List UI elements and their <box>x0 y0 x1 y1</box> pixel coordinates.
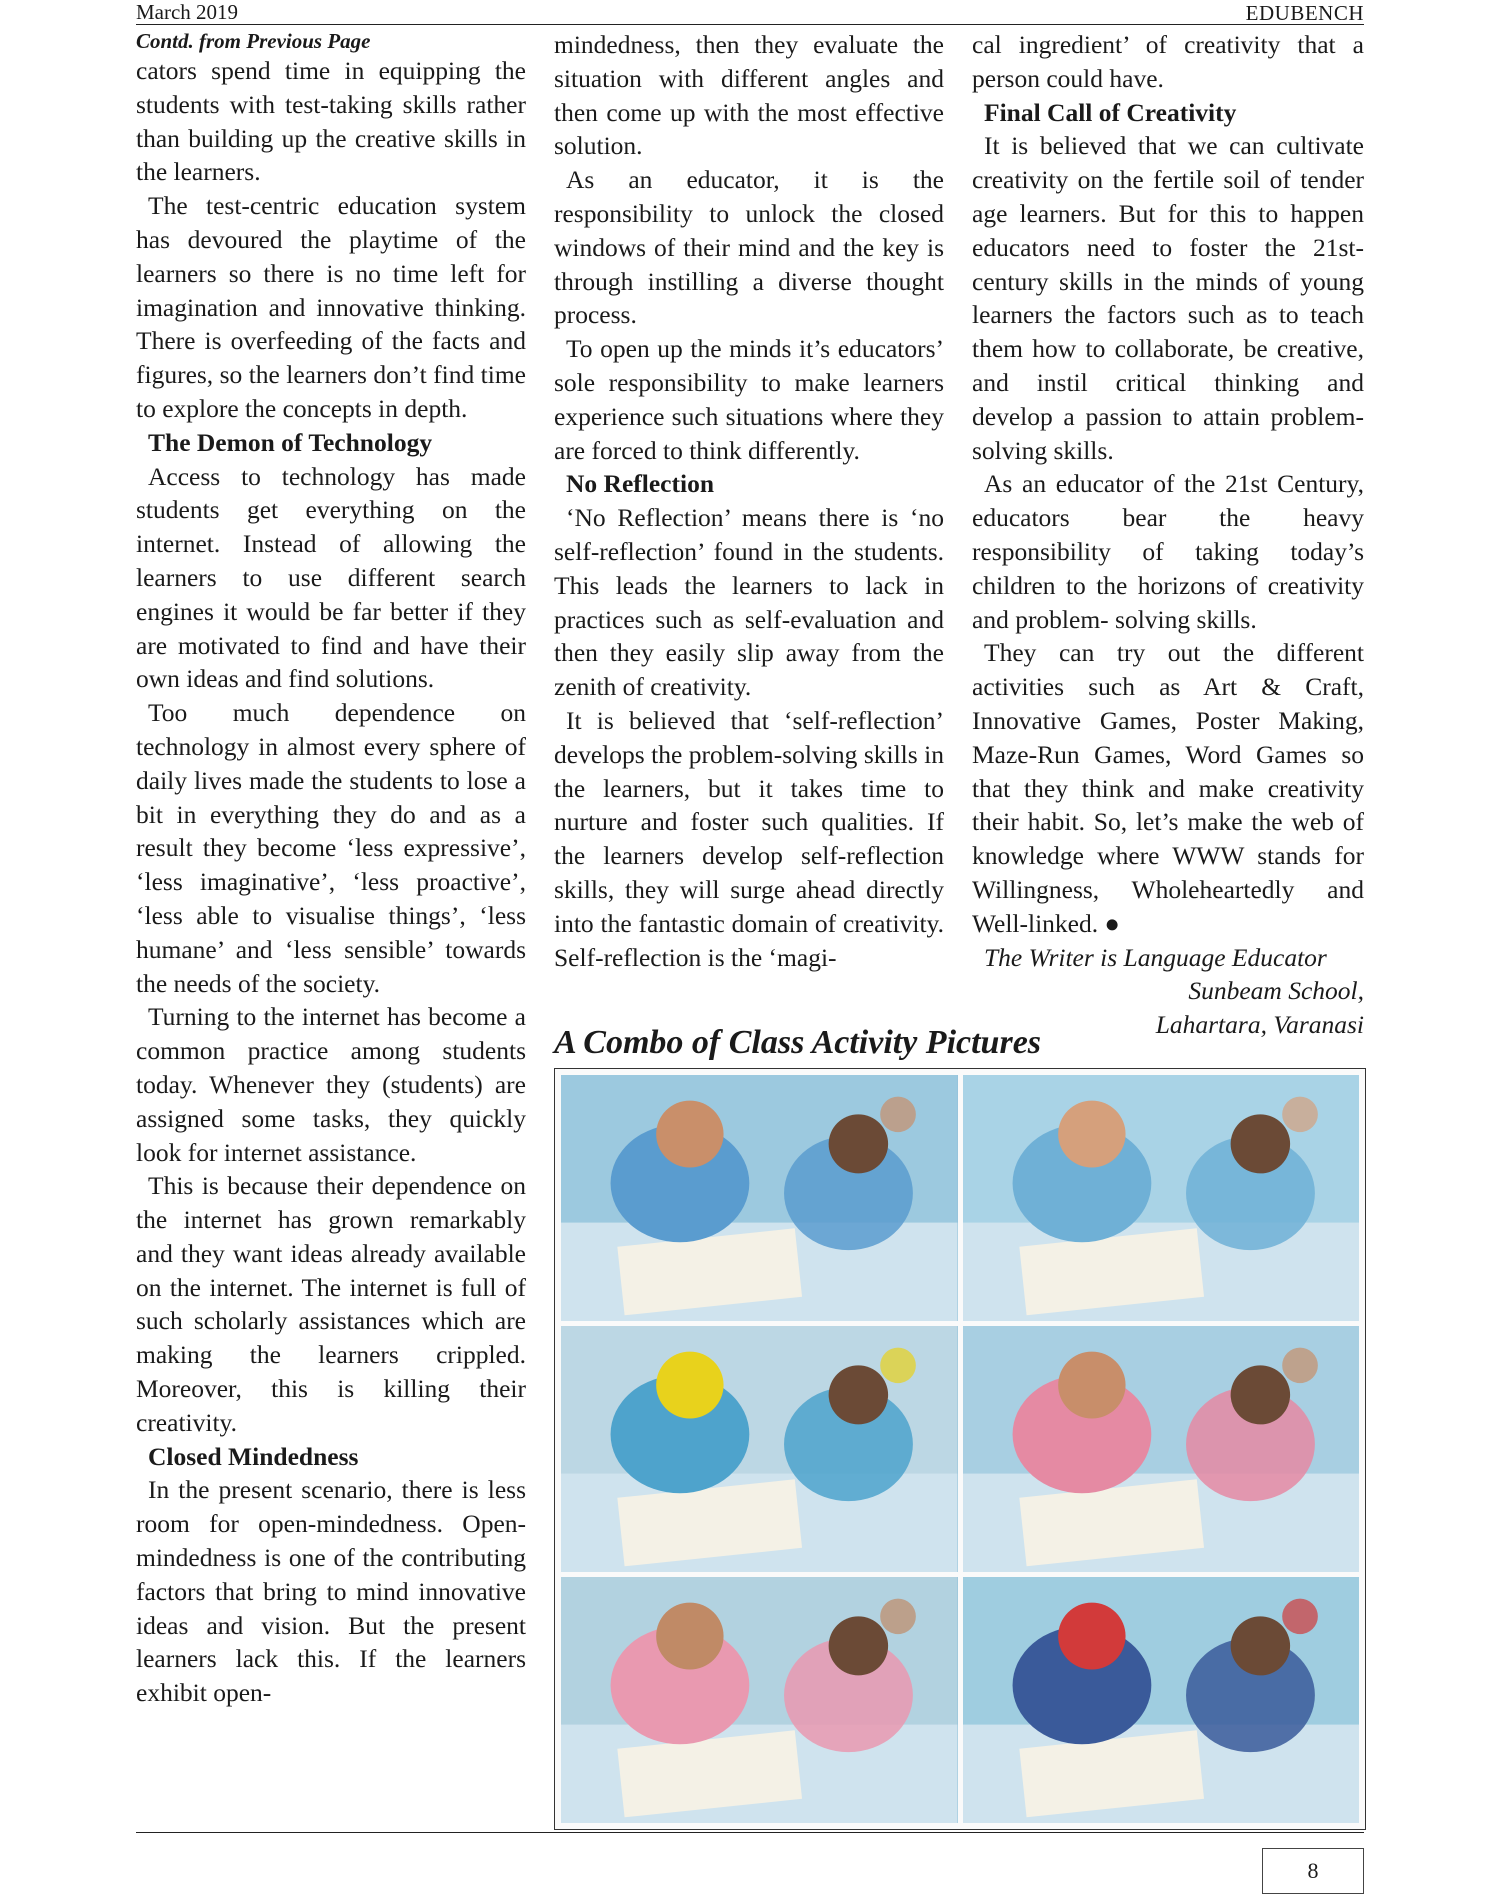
issue-date: March 2019 <box>136 0 239 24</box>
credit-line: The Writer is Language Educator <box>984 942 1327 972</box>
class-activity-photo <box>561 1326 958 1572</box>
page-number: 8 <box>1262 1848 1364 1894</box>
article-column-3 <box>972 28 1364 1042</box>
photo-gallery <box>554 1068 1366 1830</box>
section-heading: Closed Mindedness <box>148 1441 359 1471</box>
paragraph: mindedness, then they evaluate the situation with different angles and then come up with the most effective solution. <box>554 30 944 161</box>
paragraph: It is believed that ‘self-reflection’ develops the problem-solving skills in the learners, but it takes time to nurture and foster such qualities. If the learners develop self-reflection skills, they will surge ahead directly into the fantastic domain of creativity. Self-reflection is the ‘magi- <box>554 705 944 972</box>
section-heading: The Demon of Technology <box>148 427 433 457</box>
paragraph: As an educator of the 21st Century, educators bear the heavy responsibility of taking today’s children to the horizons of creativity and problem- solving skills. <box>972 469 1364 634</box>
publication-name: EDUBENCH <box>1245 1 1364 25</box>
paragraph: cal ingredient’ of creativity that a person could have. <box>972 30 1364 93</box>
gallery-title: A Combo of Class Activity Pictures <box>554 1024 1042 1061</box>
paragraph: It is believed that we can cultivate creativity on the fertile soil of tender age learners. But for this to happen educators need to foster the 21st-century skills in the minds of young learners the factors such as to teach them how to collaborate, be creative, and instil critical thinking and develop a passion to attain problem-solving skills. <box>972 131 1364 465</box>
column-3-body <box>972 28 1364 941</box>
paragraph: cators spend time in equipping the students with test-taking skills rather than building up the creative skills in the learners. <box>136 56 526 187</box>
column-2-body <box>554 28 944 974</box>
class-activity-photo <box>963 1075 1360 1321</box>
section-heading: Final Call of Creativity <box>984 97 1237 127</box>
paragraph: To open up the minds it’s educators’ sole responsibility to make learners experience such situations where they are forced to think differently. <box>554 334 944 465</box>
header-divider <box>136 24 1364 25</box>
footer-divider <box>136 1832 1364 1833</box>
paragraph: ‘No Reflection’ means there is ‘no self-reflection’ found in the students. This leads the learners to lack in practices such as self-evaluation and then they easily slip away from the zenith of creativity. <box>554 503 944 702</box>
article-column-2 <box>554 28 944 974</box>
class-activity-photo <box>561 1075 958 1321</box>
continued-label: Contd. from Previous Page <box>136 29 371 53</box>
paragraph: As an educator, it is the responsibility to unlock the closed windows of their mind and the key is through instilling a diverse thought process. <box>554 165 944 330</box>
paragraph: Too much dependence on technology in almost every sphere of daily lives made the students to lose a bit in everything they do and as a result they become ‘less expressive’, ‘less imaginative’, ‘less proactive’, ‘less able to visualise things’, ‘less humane’ and ‘less sensible’ towards the needs of the society. <box>136 698 526 998</box>
section-heading: No Reflection <box>566 469 714 499</box>
paragraph: Access to technology has made students get everything on the internet. Instead of allowing the learners to use different search engines it would be far better if they are motivated to find and have their own ideas and find solutions. <box>136 461 526 694</box>
class-activity-photo <box>561 1577 958 1823</box>
paragraph: This is because their dependence on the internet has grown remarkably and they want ideas already available on the internet. The internet is full of such scholarly assistances which are making the learners crippled. Moreover, this is killing their creativity. <box>136 1171 526 1437</box>
credit-line: Sunbeam School, <box>1188 976 1364 1006</box>
class-activity-photo <box>963 1577 1360 1823</box>
paragraph: Turning to the internet has become a common practice among students today. Whenever they (students) are assigned some tasks, they quickly look for internet assistance. <box>136 1002 526 1167</box>
paragraph: They can try out the different activities such as Art & Craft, Innovative Games, Poster Making, Maze-Run Games, Word Games so that they think and make creativity their habit. So, let’s make the web of knowledge where WWW stands for Willingness, Wholeheartedly and Well-linked. ● <box>972 638 1364 938</box>
credit-line: Lahartara, Varanasi <box>1155 1010 1364 1040</box>
class-activity-photo <box>963 1326 1360 1572</box>
paragraph: The test-centric education system has devoured the playtime of the learners so there is no time left for imagination and innovative thinking. There is overfeeding of the facts and figures, so the learners don’t find time to explore the concepts in depth. <box>136 191 526 423</box>
article-column-1 <box>136 28 526 1710</box>
paragraph: In the present scenario, there is less room for open-mindedness. Open-mindedness is one of the contributing factors that bring to mind innovative ideas and vision. But the present learners lack this. If the learners exhibit open- <box>136 1475 526 1708</box>
column-1-body <box>136 54 526 1710</box>
